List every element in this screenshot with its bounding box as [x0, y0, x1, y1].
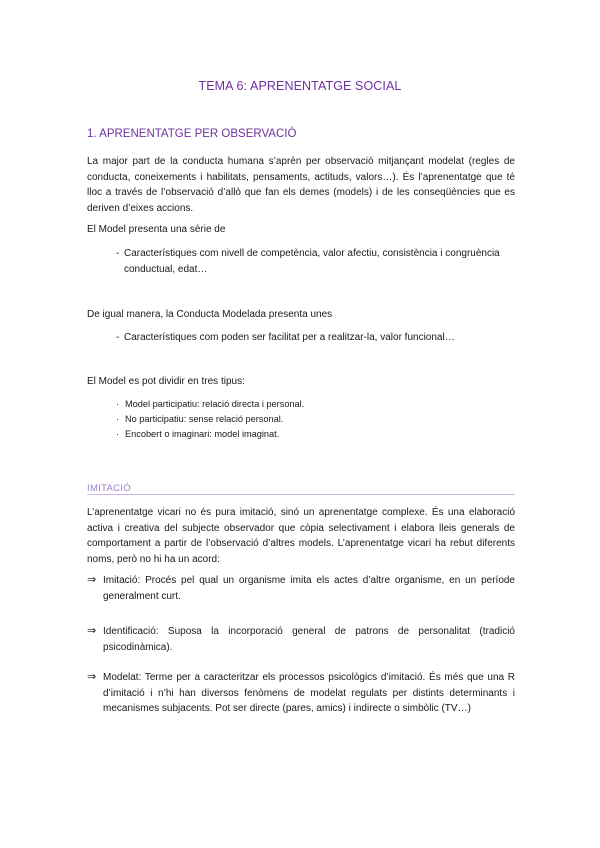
- list-item: [87, 573, 515, 604]
- heading-underline: [87, 494, 515, 495]
- imitacio-intro-paragraph: L’aprenentatge vicari no és pura imitació, sinó un aprenentatge complexe. És una elaboració activa i creativa del subjecte observador que còpia selectivament i elabora lleis generals de comportament a partir de l’observació d’altres models. L’aprenentatge vicari ha rebut diferents noms, però no hi ha un acord:: [87, 507, 515, 565]
- identificacio-item-text: Identificació: Suposa la incorporació general de patrons de personalitat (tradició psicodinàmica).: [103, 626, 515, 653]
- intro-paragraph: La major part de la conducta humana s’aprèn per observació mitjançant modelat (regles de conducta, coneixements i habilitats, pensaments, actituds, valors…). És l’aprenentatge que té lloc a través de l’observació d’allò que fan els demes (models) i de les conseqüències que es deriven d’eixes accions.: [87, 156, 515, 214]
- list-item: [116, 397, 304, 412]
- type-item-text: Model participatiu: relació directa i personal.: [125, 399, 305, 409]
- dash-marker: -: [116, 248, 120, 259]
- conducta-characteristics-text: Característiques com poden ser facilitat per a realitzar-la, valor funcional…: [124, 332, 455, 343]
- model-characteristics-text: Característiques com nivell de competència, valor afectiu, consistència i congruència conductual, edat…: [124, 248, 500, 275]
- section-heading-imitacio: IMITACIÓ: [87, 483, 131, 494]
- modelat-item-text: Modelat: Terme per a caracteritzar els processos psicològics d’imitació. És més que una R d’imitació i n’hi han diversos fenòmens de modelat regulats per distints determinants i mecanismes subjacents. Pot ser directe (pares, amics) i indirecte o simbòlic (TV…): [103, 672, 515, 714]
- section-heading-observacio: 1. APRENENTATGE PER OBSERVACIÓ: [87, 128, 297, 140]
- list-item: [116, 412, 283, 427]
- dash-marker: -: [116, 332, 120, 343]
- model-intro-text: El Model presenta una sèrie de: [87, 224, 226, 235]
- model-characteristics-item: [116, 246, 516, 277]
- arrow-right-icon: ⇒: [87, 574, 97, 586]
- list-item: [87, 624, 515, 655]
- conducta-characteristics-item: [116, 330, 516, 346]
- conducta-intro-text: De igual manera, la Conducta Modelada presenta unes: [87, 309, 333, 320]
- bullet-icon: ·: [116, 399, 120, 409]
- types-intro-text: El Model es pot dividir en tres tipus:: [87, 376, 245, 387]
- type-item-text: Encobert o imaginari: model imaginat.: [125, 429, 280, 439]
- type-item-text: No participatiu: sense relació personal.: [125, 414, 284, 424]
- list-item: [116, 427, 279, 442]
- bullet-icon: ·: [116, 429, 120, 439]
- bullet-icon: ·: [116, 414, 120, 424]
- imitacio-item-text: Imitació: Procés pel qual un organisme imita els actes d’altre organisme, en un període generalment curt.: [103, 575, 515, 602]
- document-title: TEMA 6: APRENENTATGE SOCIAL: [198, 79, 402, 93]
- list-item: [87, 670, 515, 717]
- arrow-right-icon: ⇒: [87, 625, 97, 637]
- arrow-right-icon: ⇒: [87, 671, 97, 683]
